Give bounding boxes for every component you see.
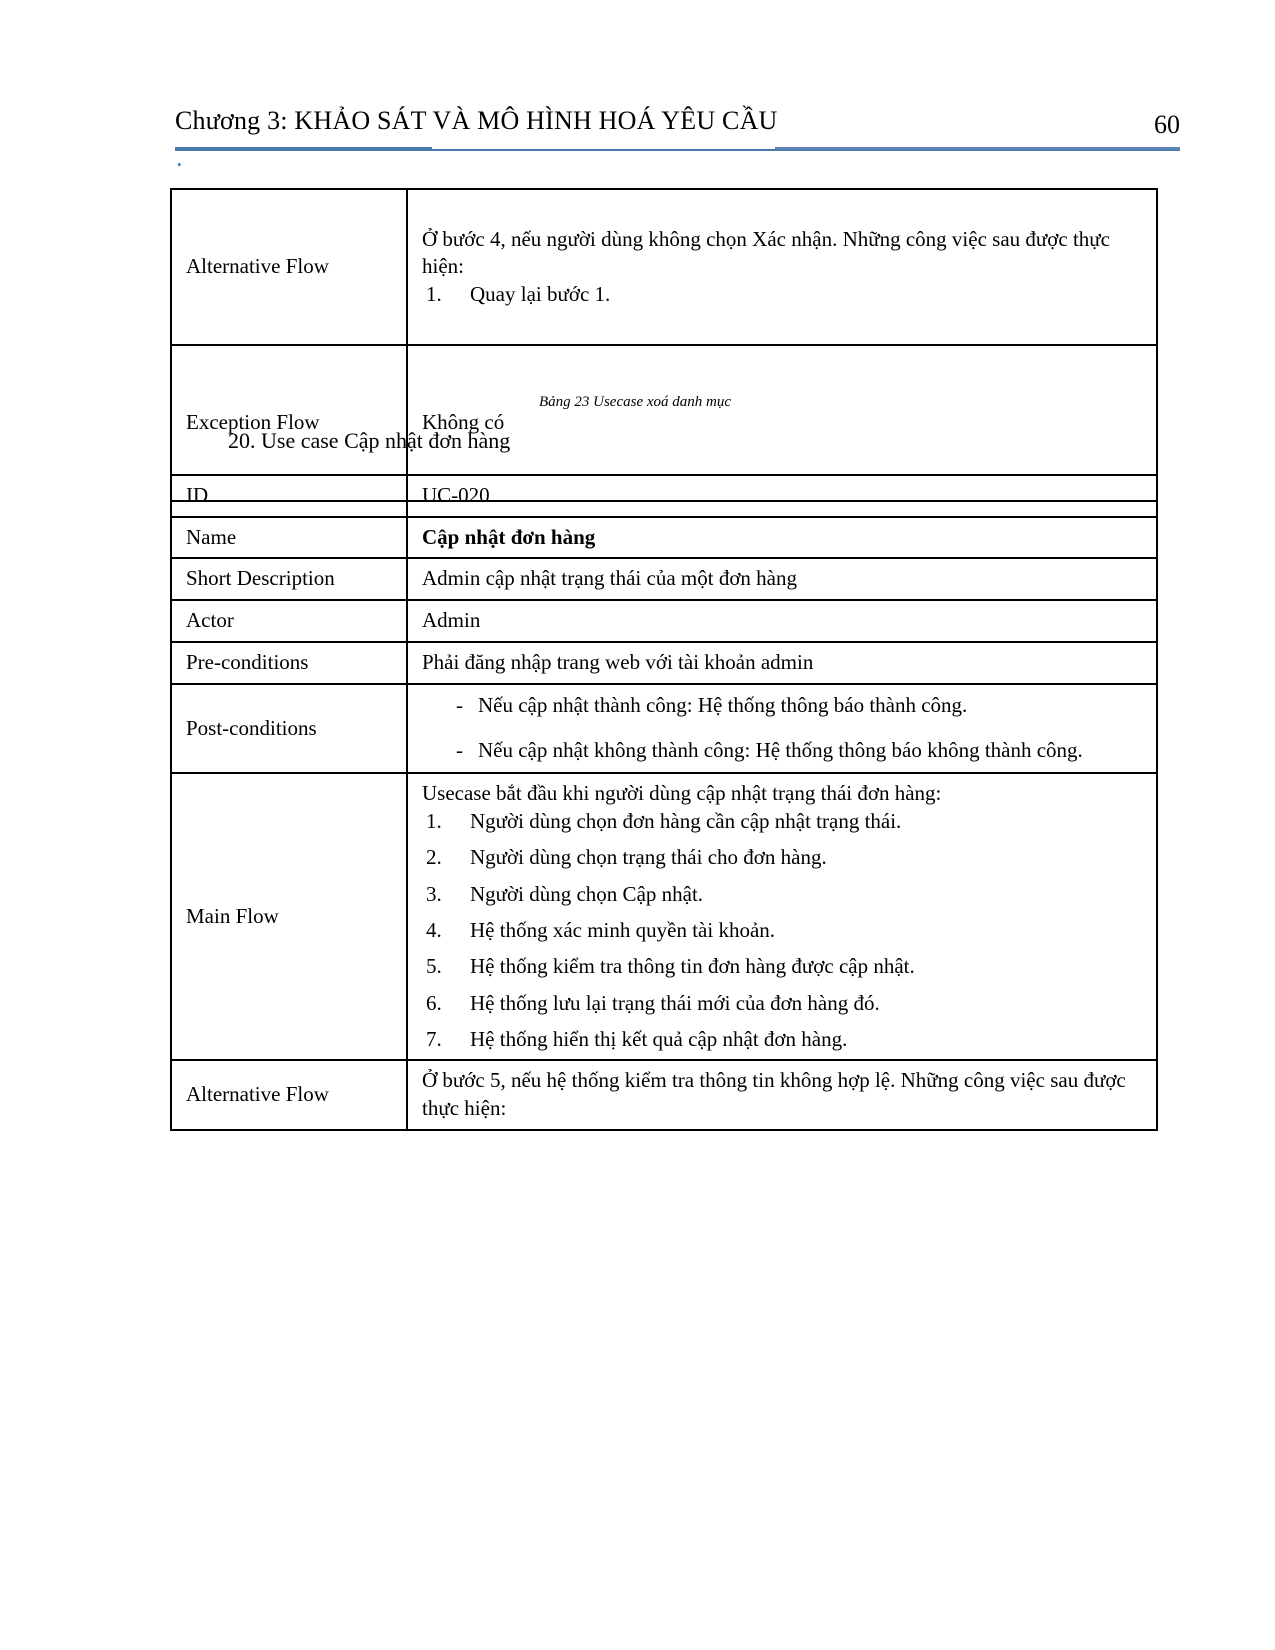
table-row bbox=[171, 475, 1157, 517]
page-number: 60 bbox=[1154, 110, 1180, 139]
row-label-short-description: Short Description bbox=[171, 558, 407, 600]
list-item: Hệ thống xác minh quyền tài khoản. bbox=[470, 917, 776, 942]
row-label-exception-flow: Exception Flow bbox=[171, 345, 407, 501]
table-row bbox=[171, 642, 1157, 684]
header-rule-mid-line bbox=[775, 147, 1180, 150]
list-item: Hệ thống lưu lại trạng thái mới của đơn hàng đó. bbox=[470, 990, 880, 1015]
row-label-id: ID bbox=[171, 475, 407, 517]
main-flow-steps bbox=[422, 808, 1144, 1053]
table-row bbox=[171, 684, 1157, 774]
row-label-actor: Actor bbox=[171, 600, 407, 642]
table-row bbox=[171, 189, 1157, 345]
table-row bbox=[171, 773, 1157, 1060]
list-item: Người dùng chọn Cập nhật. bbox=[470, 881, 704, 906]
table-caption: Bảng 23 Usecase xoá danh mục bbox=[538, 394, 732, 410]
header-rule bbox=[175, 147, 1180, 153]
row-value-short-description: Admin cập nhật trạng thái của một đơn hàng bbox=[407, 558, 1157, 600]
list-item: Người dùng chọn trạng thái cho đơn hàng. bbox=[470, 845, 827, 870]
row-value-id: UC-020 bbox=[407, 475, 1157, 517]
table-row bbox=[171, 558, 1157, 600]
row-label-alternative-flow-2: Alternative Flow bbox=[171, 1060, 407, 1129]
post-conditions-list bbox=[422, 691, 1144, 767]
main-flow-intro: Usecase bắt đầu khi người dùng cập nhật trạng thái đơn hàng: bbox=[422, 781, 942, 806]
chapter-title: Chương 3: KHẢO SÁT VÀ MÔ HÌNH HOÁ YÊU CẦU bbox=[175, 106, 778, 135]
row-label-name: Name bbox=[171, 517, 407, 559]
list-item: Hệ thống hiển thị kết quả cập nhật đơn hàng. bbox=[470, 1026, 848, 1051]
row-value-alternative-flow-2: Ở bước 5, nếu hệ thống kiểm tra thông tin không hợp lệ. Những công việc sau được thực hiện: bbox=[407, 1060, 1157, 1129]
list-item: Người dùng chọn đơn hàng cần cập nhật trạng thái. bbox=[470, 809, 902, 834]
usecase-table-uc020 bbox=[170, 474, 1158, 1131]
row-value-post-conditions bbox=[407, 684, 1157, 774]
row-label-main-flow: Main Flow bbox=[171, 773, 407, 1060]
row-value-main-flow bbox=[407, 773, 1157, 1060]
row-value-name: Cập nhật đơn hàng bbox=[407, 517, 1157, 559]
alternative-flow-steps bbox=[422, 281, 1144, 308]
table-row bbox=[171, 1060, 1157, 1129]
row-label-post-conditions: Post-conditions bbox=[171, 684, 407, 774]
alternative-flow-intro: Ở bước 4, nếu người dùng không chọn Xác nhận. Những công việc sau được thực hiện: bbox=[422, 226, 1110, 278]
page-header bbox=[175, 104, 1180, 172]
list-item: - Nếu cập nhật không thành công: Hệ thống thông báo không thành công. bbox=[422, 736, 1144, 766]
row-value-actor: Admin bbox=[407, 600, 1157, 642]
list-item: Hệ thống kiểm tra thông tin đơn hàng được cập nhật. bbox=[470, 954, 915, 979]
row-label-pre-conditions: Pre-conditions bbox=[171, 642, 407, 684]
row-value-alternative-flow bbox=[407, 189, 1157, 345]
header-mark-icon: • bbox=[177, 157, 182, 172]
list-item: - Nếu cập nhật thành công: Hệ thống thông báo thành công. bbox=[422, 691, 1144, 721]
header-rule-thick-line bbox=[175, 147, 432, 151]
row-label-alternative-flow: Alternative Flow bbox=[171, 189, 407, 345]
row-value-exception-flow: Không có bbox=[407, 345, 1157, 501]
table-row bbox=[171, 600, 1157, 642]
section-subheading: 20. Use case Cập nhật đơn hàng bbox=[228, 428, 511, 453]
table-row bbox=[171, 517, 1157, 559]
row-value-pre-conditions: Phải đăng nhập trang web với tài khoản admin bbox=[407, 642, 1157, 684]
list-item: Quay lại bước 1. bbox=[470, 281, 611, 306]
